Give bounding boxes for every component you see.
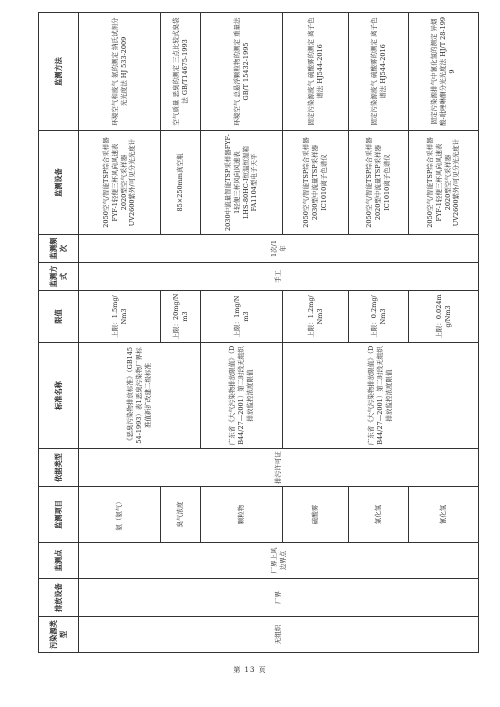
equipment-cell: 厂界: [79, 579, 479, 617]
header-cell: 监测方式: [39, 263, 79, 291]
method-cell: 固定污染源废气 硫酸雾的测定 离子色谱法 HJ544-2016: [349, 13, 409, 131]
device-cell: 85×250mm真空瓶: [161, 131, 201, 235]
table-row: [79, 13, 161, 653]
header-cell: 限值: [39, 291, 79, 343]
rotated-table-wrapper: [38, 17, 478, 653]
item-cell: 硫酸雾: [283, 487, 349, 543]
limit-cell: 上限：1.2mg/Nm3: [283, 291, 349, 343]
method-cell: 固定污染源排气中氰化氢的测定 异烟酸-吡唑啉酮分光光度法 HJ/T 28-1999: [409, 13, 479, 131]
method-cell: 固定污染源废气 硫酸雾的测定 离子色谱法 HJ544-2016: [283, 13, 349, 131]
device-cell: 2050空气/智能TSP综合采样器 2030型中流量TSP采样器 IC1010离子色谱仪: [283, 131, 349, 235]
device-cell: 2050空气/智能TSP综合采样器 2020型中流量TSP采样器 IC1010离子色谱仪: [349, 131, 409, 235]
header-cell: 污染源类型: [39, 617, 79, 653]
device-cell: 2050空气/智能TSP综合采样器 FYF-1轻便三杯风向风速表 2020型空气采样器 UV2600紫外/可见分光光度计: [409, 131, 479, 235]
limit-cell: 上限：20mg/Nm3: [161, 291, 201, 343]
header-cell: 排放设备: [39, 579, 79, 617]
method-cell: 空气质量 恶臭的测定 三点比较式臭袋法 GB/T14675-1993: [161, 13, 201, 131]
header-cell: 依据类型: [39, 449, 79, 487]
limit-cell: 上限：1mg/Nm3: [201, 291, 283, 343]
item-cell: 氰化氢: [409, 487, 479, 543]
header-cell: 监测频次: [39, 235, 79, 263]
frequency-cell: 1次/1年: [79, 235, 479, 263]
device-cell: 2030中流量智能TSP采样器FYF-1轻便三杯风向风速表 LHS-80HC-I恒温恒湿箱 FA1104型电子天平: [201, 131, 283, 235]
limit-cell: 上限：0.2mg/Nm3: [349, 291, 409, 343]
limit-cell: 上限：0.024mg/Nm3: [409, 291, 479, 343]
item-cell: 氨（氨气）: [79, 487, 161, 543]
item-cell: 氯化氢: [349, 487, 409, 543]
basis-cell: 排污许可证: [79, 449, 479, 487]
header-cell: 标准名称: [39, 343, 79, 449]
header-cell: 监测项目: [39, 487, 79, 543]
header-cell: 监测设备: [39, 131, 79, 235]
device-cell: 2050空气/智能TSP综合采样器 FYF-1轻便三杯风向风速表 2020型空气采样器 UV2600紫外/可见分光光度计: [79, 131, 161, 235]
header-row: [39, 13, 79, 653]
monitoring-point-cell: 厂界上风边界点: [79, 543, 479, 579]
standard-cell: 《恶臭污染物排放标准》（GB14554-1993）表1恶臭污染物厂界标准值新扩改建二级标准: [79, 343, 201, 449]
source-type-cell: 无组织: [79, 617, 479, 653]
mode-cell: 手工: [79, 263, 479, 291]
method-cell: 环境空气和废气 氨的测定 纳氏试剂分光光度法 HJ 533-2009: [79, 13, 161, 131]
item-cell: 颗粒物: [201, 487, 283, 543]
monitoring-table: [38, 12, 479, 653]
limit-cell: 上限：1.5mg/Nm3: [79, 291, 161, 343]
standard-cell: 广东省《大气污染物排放限值》（DB44/27—2001）第二时段无组织排放监控浓度限值: [201, 343, 283, 449]
header-cell: 监测点: [39, 543, 79, 579]
page-number: 第 13 页: [233, 666, 267, 674]
standard-cell: 广东省《大气污染物排放限值》（DB44/27—2001）第二时段无组织排放监控浓度限值: [283, 343, 479, 449]
item-cell: 臭气浓度: [161, 487, 201, 543]
header-cell: 监测方法: [39, 13, 79, 131]
method-cell: 环境空气 总悬浮颗粒物的测定 重量法 GB/T 15432-1995: [201, 13, 283, 131]
